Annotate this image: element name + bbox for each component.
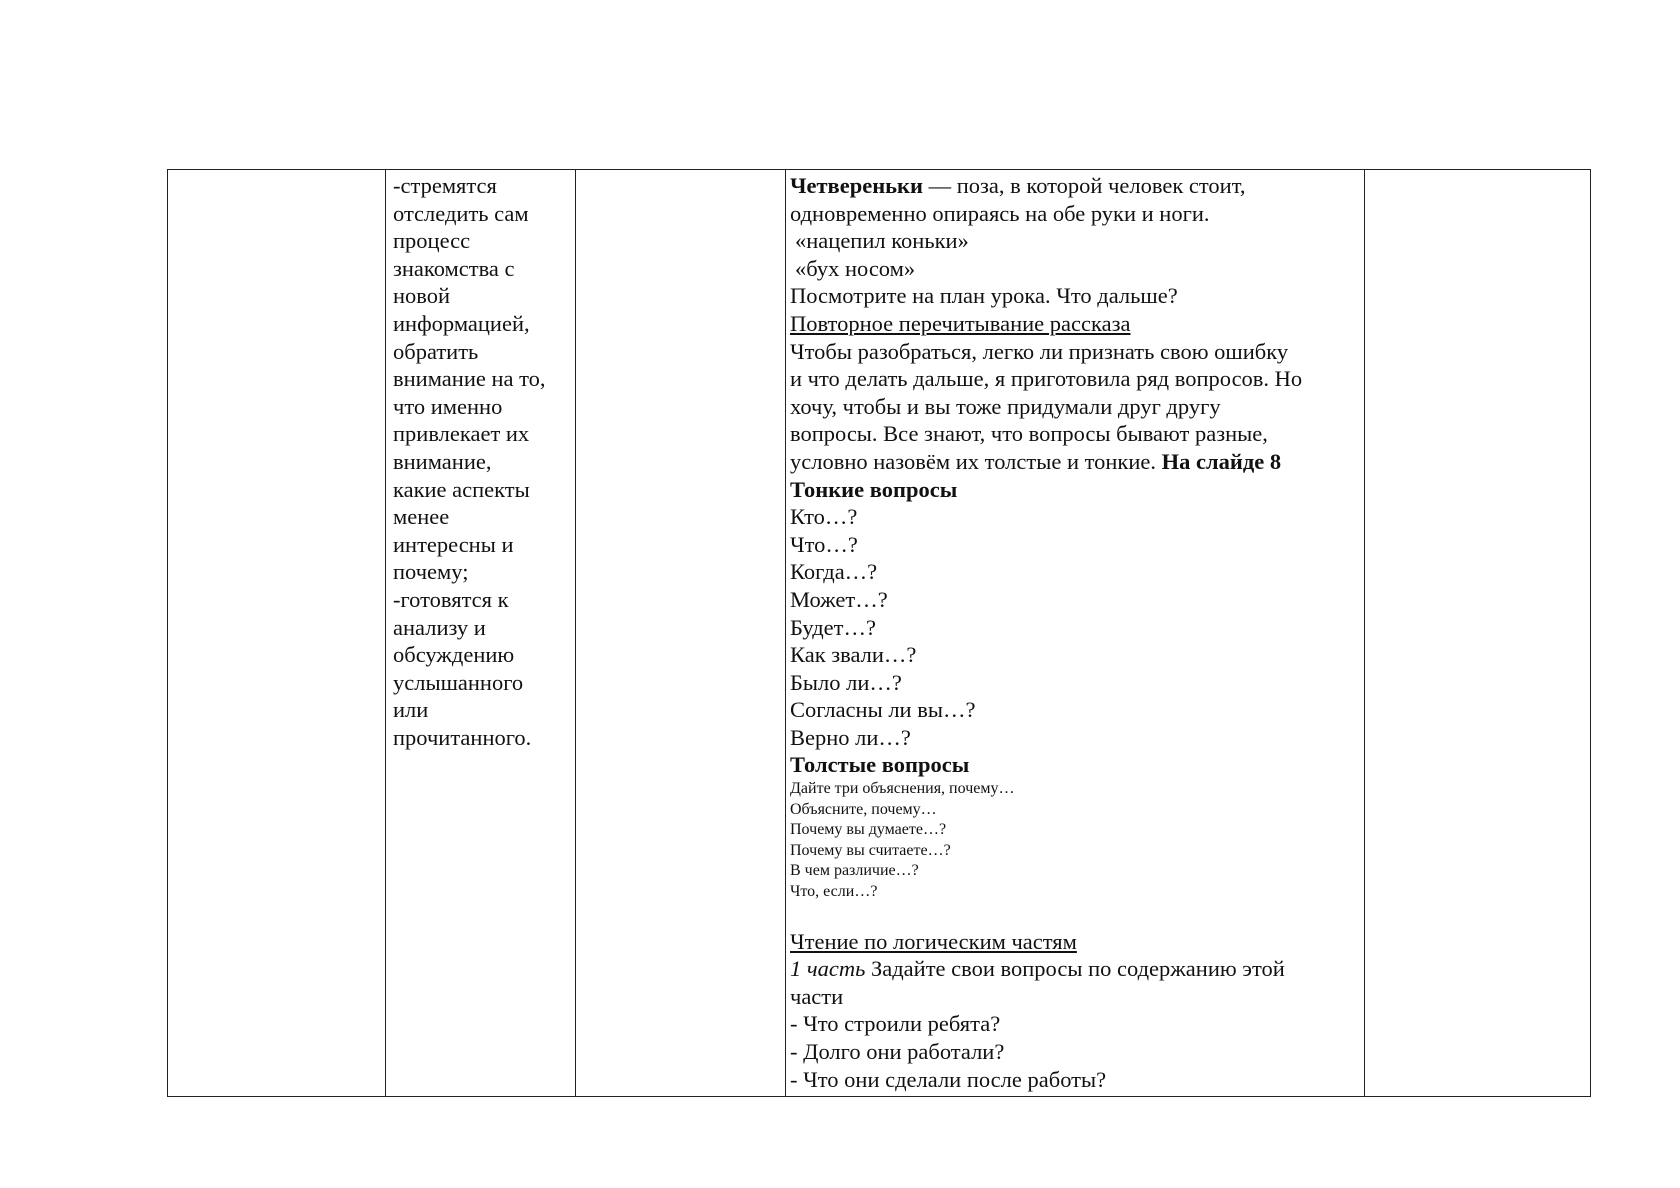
thin-question: Кто…? <box>790 504 858 530</box>
thick-question: Почему вы думаете…? <box>790 821 947 839</box>
thin-question: Согласны ли вы…? <box>790 697 976 723</box>
part-question: - Что строили ребята? <box>790 1011 1001 1037</box>
part-question: - Что они сделали после работы? <box>790 1066 1107 1092</box>
lesson-content-cell <box>790 172 1350 1093</box>
paragraph-text: условно назовём их толстые и тонкие. <box>790 448 1162 474</box>
thin-question: Было ли…? <box>790 669 902 695</box>
definition-continuation: одновременно опираясь на обе руки и ноги. <box>790 200 1210 226</box>
text-line: обсуждению <box>393 642 515 668</box>
reread-heading: Повторное перечитывание рассказа <box>790 310 1131 336</box>
text-line: -готовятся к <box>393 586 509 612</box>
thick-questions-heading: Толстые вопросы <box>790 752 970 778</box>
student-activity-cell <box>393 172 578 751</box>
thin-question: Что…? <box>790 531 858 557</box>
text-line: знакомства с <box>393 255 515 281</box>
term-definition: — поза, в которой человек стоит, <box>922 173 1246 198</box>
thick-question: Дайте три объяснения, почему… <box>790 780 1015 798</box>
paragraph-line: Чтобы разобраться, легко ли признать свою ошибку <box>790 338 1289 364</box>
text-line: что именно <box>393 393 503 419</box>
text-line: почему; <box>393 559 469 585</box>
paragraph-line: и что делать дальше, я приготовила ряд вопросов. Но <box>790 366 1303 392</box>
thick-question: В чем различие…? <box>790 862 919 880</box>
logical-parts-heading: Чтение по логическим частям <box>790 928 1077 954</box>
definition-line <box>790 172 1350 200</box>
slide-reference: На слайде 8 <box>1161 448 1282 474</box>
text-line: информацией, <box>393 310 530 336</box>
paragraph-line <box>790 448 1350 476</box>
text-line: интересны и <box>393 531 514 557</box>
text-line: процесс <box>393 228 471 254</box>
text-line: привлекает их <box>393 421 530 447</box>
text-line: новой <box>393 283 451 309</box>
thick-question: Объясните, почему… <box>790 800 937 818</box>
column-divider <box>385 170 386 1096</box>
quote-line: «нацепил коньки» <box>795 228 969 254</box>
term: Четвереньки <box>790 173 923 198</box>
part-label: 1 часть <box>790 956 866 982</box>
text-line: услышанного <box>393 669 524 695</box>
thin-question: Когда…? <box>790 559 878 585</box>
text-line: или <box>393 697 429 723</box>
text-line: внимание на то, <box>393 366 546 392</box>
thick-question: Почему вы считаете…? <box>790 841 951 859</box>
column-divider <box>785 170 786 1096</box>
text-line: обратить <box>393 338 479 364</box>
spacer <box>790 903 1350 928</box>
paragraph-line: вопросы. Все знают, что вопросы бывают разные, <box>790 421 1268 447</box>
text-line: -стремятся <box>393 173 497 198</box>
text-line: внимание, <box>393 448 492 474</box>
quote-line: «бух носом» <box>795 255 916 281</box>
text-line: какие аспекты <box>393 476 530 502</box>
lesson-plan-table <box>167 169 1591 1097</box>
part-continuation: части <box>790 983 844 1009</box>
paragraph-line: хочу, чтобы и вы тоже придумали друг другу <box>790 393 1221 419</box>
thin-question: Как звали…? <box>790 642 917 668</box>
text-line: прочитанного. <box>393 724 532 750</box>
plan-line: Посмотрите на план урока. Что дальше? <box>790 283 1178 309</box>
thin-question: Будет…? <box>790 614 876 640</box>
thin-questions-heading: Тонкие вопросы <box>790 476 958 502</box>
thin-question: Может…? <box>790 586 888 612</box>
thin-question: Верно ли…? <box>790 724 911 750</box>
column-divider <box>1364 170 1365 1096</box>
part-question: - Долго они работали? <box>790 1039 1005 1064</box>
part-line <box>790 955 1350 983</box>
text-line: анализу и <box>393 614 486 640</box>
part-text: Задайте свои вопросы по содержанию этой <box>865 956 1285 982</box>
text-line: отследить сам <box>393 200 529 226</box>
text-line: менее <box>393 504 450 530</box>
thick-question: Что, если…? <box>790 883 878 901</box>
